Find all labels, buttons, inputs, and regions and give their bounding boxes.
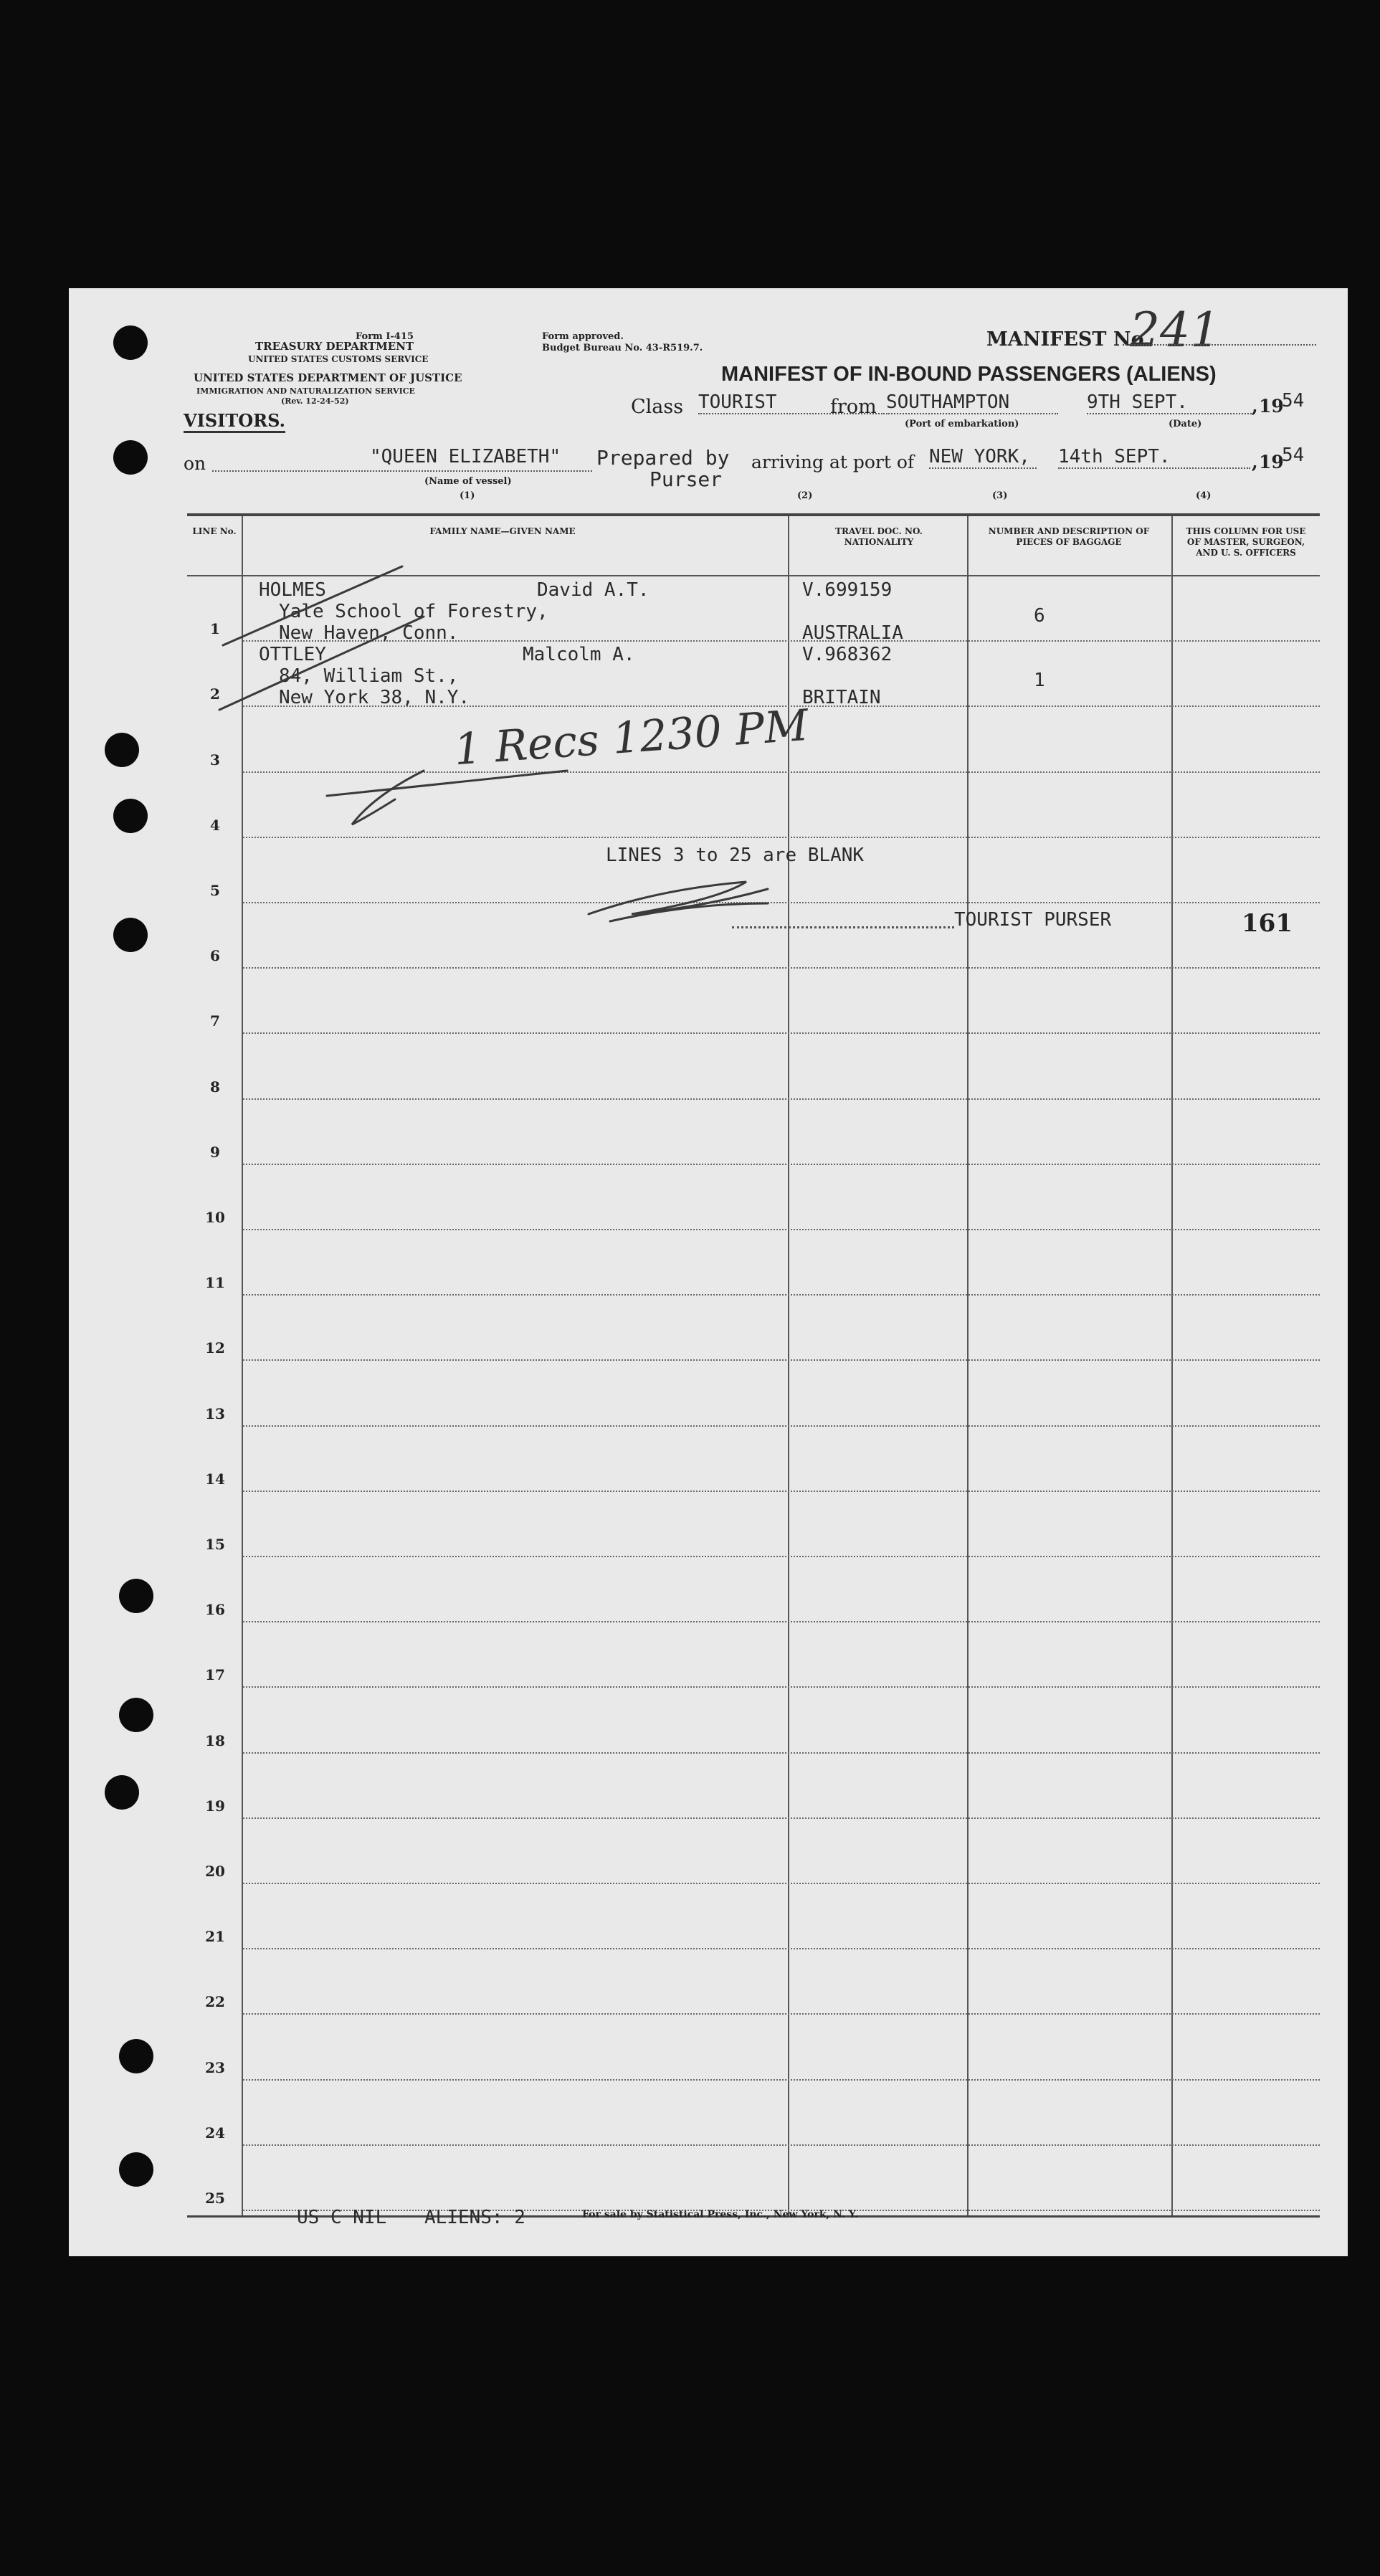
stamp-number: 161	[1242, 909, 1293, 938]
strike-line	[223, 566, 402, 645]
embark-port-caption: (Port of embarkation)	[905, 419, 1019, 429]
ins-service: IMMIGRATION AND NATURALIZATION SERVICE	[196, 386, 415, 396]
passenger-given-name: David A.T.	[537, 579, 649, 601]
table-row	[243, 2079, 1320, 2081]
passenger-address-line: Yale School of Forestry,	[279, 601, 548, 622]
table-row	[243, 967, 1320, 969]
passenger-doc-no: V.699159	[802, 579, 893, 601]
line-number: 9	[210, 1143, 220, 1161]
table-row	[243, 1686, 1320, 1688]
passenger-nationality: BRITAIN	[802, 687, 881, 708]
budget-bureau: Budget Bureau No. 43-R519.7.	[542, 343, 703, 353]
punch-hole	[113, 325, 148, 360]
col-num-3: (3)	[992, 490, 1008, 501]
manifest-number: 241	[1130, 303, 1220, 358]
arrival-year: 54	[1282, 445, 1305, 466]
class-label: Class	[631, 396, 684, 418]
table-row	[243, 1948, 1320, 1949]
handwritten-time-note: 1 Recs 1230 PM	[452, 700, 810, 776]
punch-hole	[119, 2039, 153, 2073]
line-number: 14	[205, 1470, 225, 1488]
depart-year: 54	[1282, 390, 1305, 412]
arrival-year-prefix: 19	[1259, 452, 1284, 472]
line-number: 5	[210, 882, 220, 899]
on-label: on	[184, 453, 206, 474]
purser-signature-title: TOURIST PURSER	[954, 909, 1112, 931]
manifest-no-label: MANIFEST No.	[986, 328, 1151, 351]
line-number: 16	[205, 1601, 225, 1619]
punch-hole	[113, 918, 148, 952]
line-number: 13	[205, 1405, 225, 1422]
passenger-baggage: 6	[1034, 605, 1045, 627]
line-number: 17	[205, 1666, 225, 1684]
table-row	[243, 1883, 1320, 1884]
arrival-port: NEW YORK,	[929, 446, 1037, 469]
line-number: 2	[210, 685, 220, 703]
sale-note: For sale by Statistical Press, Inc., New York, N. Y.	[582, 2209, 858, 2220]
table-row	[243, 1032, 1320, 1034]
line-number: 18	[205, 1731, 225, 1749]
punch-hole	[113, 799, 148, 833]
passenger-nationality: AUSTRALIA	[802, 622, 903, 644]
table-row	[243, 2144, 1320, 2146]
table-row	[243, 1229, 1320, 1230]
line-number: 21	[205, 1928, 225, 1946]
line-number: 25	[205, 2190, 225, 2207]
class-value: TOURIST	[698, 391, 885, 414]
line-number: 10	[205, 1209, 225, 1226]
table-row	[243, 1425, 1320, 1427]
col-num-2: (2)	[797, 490, 813, 501]
form-revision: (Rev. 12-24-52)	[281, 396, 349, 406]
punch-hole	[105, 1775, 139, 1810]
col-num-4: (4)	[1196, 490, 1212, 501]
arrival-date: 14th SEPT.	[1058, 446, 1250, 469]
punch-hole	[105, 733, 139, 767]
underline-stroke	[327, 771, 567, 796]
from-label: from	[830, 396, 877, 418]
manifest-table	[187, 513, 1320, 2218]
table-row	[243, 1621, 1320, 1622]
punch-hole	[119, 2152, 153, 2187]
line-number: 19	[205, 1797, 225, 1815]
line-number: 15	[205, 1536, 225, 1553]
line-number: 7	[210, 1012, 220, 1030]
table-row	[243, 1817, 1320, 1819]
punch-hole	[119, 1698, 153, 1732]
table-row	[243, 1556, 1320, 1557]
header-line-no: LINE No.	[192, 526, 237, 536]
line-number: 4	[210, 816, 220, 834]
passenger-address-line: 84, William St.,	[279, 665, 459, 687]
depart-year-prefix: 19	[1259, 396, 1284, 417]
line-number: 3	[210, 751, 220, 769]
arriving-label: arriving at port of	[751, 452, 915, 472]
justice-dept: UNITED STATES DEPARTMENT OF JUSTICE	[194, 371, 462, 384]
line-number: 6	[210, 947, 220, 965]
treasury-dept: TREASURY DEPARTMENT	[255, 340, 414, 353]
vessel-name: "QUEEN ELIZABETH"	[370, 446, 561, 467]
strike-line	[219, 617, 424, 710]
line-number: 12	[205, 1339, 225, 1357]
passenger-given-name: Malcolm A.	[523, 644, 635, 665]
line-number: 8	[210, 1078, 220, 1095]
embark-port: SOUTHAMPTON	[886, 391, 1058, 414]
depart-date-caption: (Date)	[1169, 419, 1202, 429]
vessel-caption: (Name of vessel)	[424, 476, 512, 487]
passenger-family-name: HOLMES	[259, 579, 326, 601]
signature-flourish	[352, 771, 424, 824]
line-number: 1	[210, 620, 220, 638]
prepared-by-value: Purser	[649, 467, 723, 491]
prepared-by-label: Prepared by	[596, 446, 730, 470]
header-travel-doc: TRAVEL DOC. NO. NATIONALITY	[835, 526, 923, 547]
pen-strokes	[187, 516, 1047, 946]
manifest-title: MANIFEST OF IN-BOUND PASSENGERS (ALIENS)	[721, 363, 1217, 386]
table-row	[243, 1491, 1320, 1492]
customs-service: UNITED STATES CUSTOMS SERVICE	[248, 354, 429, 364]
table-row	[243, 2013, 1320, 2015]
line-number: 23	[205, 2058, 225, 2076]
col-num-1: (1)	[460, 490, 475, 501]
aliens-count: ALIENS: 2	[424, 2207, 525, 2228]
passenger-doc-no: V.968362	[802, 644, 893, 665]
passenger-family-name: OTTLEY	[259, 644, 326, 665]
header-baggage: NUMBER AND DESCRIPTION OF PIECES OF BAGGAGE	[988, 526, 1150, 547]
header-name: FAMILY NAME—GIVEN NAME	[429, 526, 576, 536]
line-number: 22	[205, 1993, 225, 2011]
uscnil-note: US C NIL	[297, 2207, 387, 2228]
form-number: Form I-415	[356, 331, 414, 342]
blank-lines-note: LINES 3 to 25 are BLANK	[606, 845, 865, 866]
passenger-baggage: 1	[1034, 670, 1045, 691]
table-row	[243, 1752, 1320, 1754]
table-row	[243, 1098, 1320, 1100]
line-number: 24	[205, 2124, 225, 2142]
table-row	[243, 1294, 1320, 1296]
table-row	[243, 1359, 1320, 1361]
form-approved: Form approved.	[542, 331, 624, 342]
passenger-address-line: New Haven, Conn.	[279, 622, 459, 644]
depart-date: 9TH SEPT.	[1087, 391, 1252, 414]
punch-hole	[119, 1579, 153, 1613]
manifest-page: Form I-415 TREASURY DEPARTMENT UNITED STATES CUSTOMS SERVICE UNITED STATES DEPARTMENT OF JUSTICE IMMIGRATION AND NATURALIZATION SERVICE (Rev. 12-24-52) Form approved. Budget Bureau No. 43-R519.7. VISITORS. MANIFEST No. 241 MANIFEST OF IN-BOUND PASSENGERS (ALIENS) Class TOURIST from SOUTHAMPTON (Port of embarkation) 9TH SEPT. (Date) , 19 54 on "QUEEN ELIZABETH" (Name of vessel) Prepared by Purser arriving at port of NEW YORK, 14th SEPT. , 19 54 (1) (2) (3) (4) LINE No. FAMILY NAME—GIVEN NAME TRAVEL DOC. NO. NATIONALITY NUMBER AND DESCRIPTION OF PIECES OF BAGGAGE THIS COLUMN FOR USE OF MASTER, SURGEON, AND U. S. OFFICERS 1 2 3 4 5 6 7 8 9 10 11 12 13 14 15 16 17 18 19 20 21 22 23 24 25 HOLMES David A.T. Yale School of Forestry, New Haven, Conn. V.699159 AUSTRALIA 6 OTTLEY Malcolm A. 84, William St., New York 38, N.Y. V.968362 BRITAIN 1 1 Recs 1230 PM LINES 3 to 25 are BLANK TOURIST PURSER 161 US C NIL ALIENS: 2 For sale by Statistical Press, Inc., New York, N. Y.	[69, 288, 1348, 2256]
passenger-address-line: New York 38, N.Y.	[279, 687, 470, 708]
line-number: 20	[205, 1863, 225, 1880]
table-row	[243, 1164, 1320, 1165]
header-officers: THIS COLUMN FOR USE OF MASTER, SURGEON, AND U. S. OFFICERS	[1186, 526, 1306, 558]
line-number: 11	[205, 1274, 225, 1292]
visitors-label: VISITORS.	[184, 410, 285, 433]
punch-hole	[113, 440, 148, 475]
